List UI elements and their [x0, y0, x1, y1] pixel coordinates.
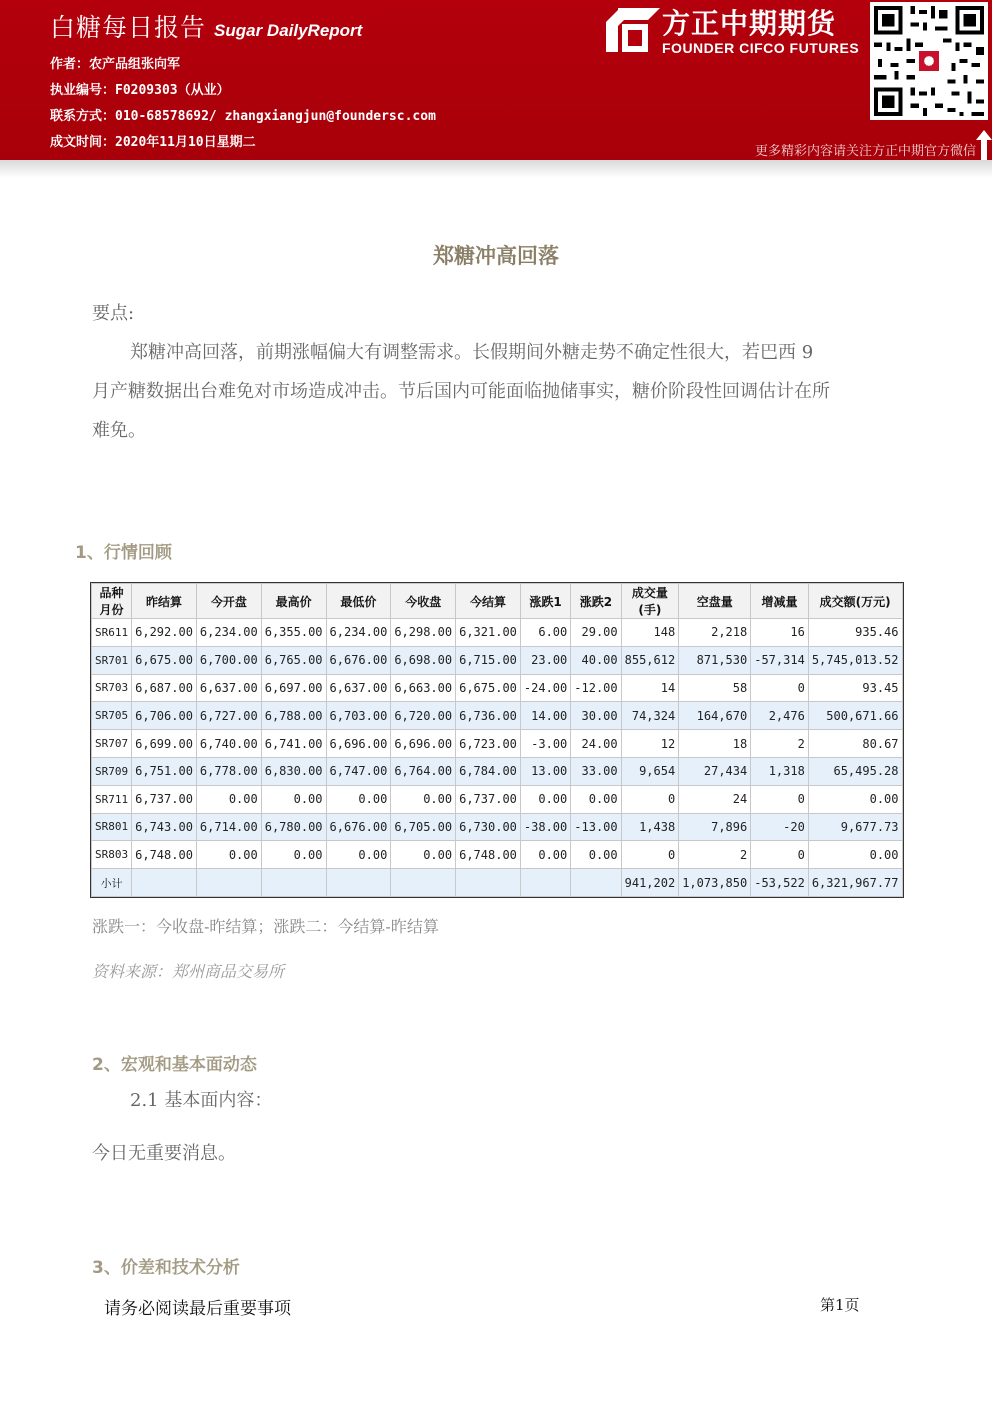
table-cell: 93.45 — [808, 674, 902, 702]
table-row — [92, 730, 903, 758]
table-cell: 6,700.00 — [196, 646, 261, 674]
brand-name-cn: 方正中期期货 — [662, 7, 837, 40]
table-cell: 0.00 — [520, 785, 570, 813]
table-cell: 6,321,967.77 — [808, 869, 902, 897]
table-cell: 6,748.00 — [132, 841, 197, 869]
table-cell: -38.00 — [520, 813, 570, 841]
table-cell: 5,745,013.52 — [808, 646, 902, 674]
table-cell: 1,073,850 — [679, 869, 751, 897]
table-cell: 6,687.00 — [132, 674, 197, 702]
summary-line-1: 郑糖冲高回落，前期涨幅偏大有调整需求。长假期间外糖走势不确定性很大，若巴西 9 — [130, 342, 814, 363]
table-cell: 6,321.00 — [456, 619, 521, 647]
table-cell: 6,740.00 — [196, 730, 261, 758]
key-points-label: 要点: — [92, 303, 135, 324]
table-cell: 2,218 — [679, 619, 751, 647]
table-cell: 6,637.00 — [196, 674, 261, 702]
table-cell: 6,737.00 — [132, 785, 197, 813]
up-arrow-icon — [976, 130, 992, 160]
table-cell: 6,234.00 — [196, 619, 261, 647]
column-header: 成交量(手) — [621, 584, 679, 619]
table-cell: 6,748.00 — [456, 841, 521, 869]
table-cell: 6,705.00 — [391, 813, 456, 841]
author-line: 作者：农产品组张向军 — [50, 57, 181, 72]
table-cell: 6,697.00 — [261, 674, 326, 702]
table-cell: 16 — [751, 619, 809, 647]
table-cell: 6,751.00 — [132, 757, 197, 785]
table-cell: 6,292.00 — [132, 619, 197, 647]
table-cell: 6,675.00 — [456, 674, 521, 702]
subsection-fundamentals: 2.1 基本面内容： — [130, 1090, 273, 1111]
table-cell: 6,764.00 — [391, 757, 456, 785]
table-cell: 13.00 — [520, 757, 570, 785]
table-cell: 0.00 — [326, 841, 391, 869]
table-cell: 6,727.00 — [196, 702, 261, 730]
table-cell — [456, 869, 521, 897]
table-cell: 6,780.00 — [261, 813, 326, 841]
footer-disclaimer: 请务必阅读最后重要事项 — [104, 1299, 291, 1319]
column-header: 成交额(万元) — [808, 584, 902, 619]
brand-name-en: FOUNDER CIFCO FUTURES — [662, 40, 860, 56]
table-cell: 6,737.00 — [456, 785, 521, 813]
table-cell: 6,730.00 — [456, 813, 521, 841]
table-cell: 6,778.00 — [196, 757, 261, 785]
table-cell: 0.00 — [261, 841, 326, 869]
contract-cell: SR701 — [92, 646, 132, 674]
section-heading-macro: 2、宏观和基本面动态 — [92, 1055, 257, 1075]
table-cell: 6,743.00 — [132, 813, 197, 841]
contract-cell: SR709 — [92, 757, 132, 785]
table-row — [92, 646, 903, 674]
table-row — [92, 702, 903, 730]
table-cell: 9,677.73 — [808, 813, 902, 841]
summary-line-2: 月产糖数据出台难免对市场造成冲击。节后国内可能面临抛储事实，糖价阶段性回调估计在所 — [92, 381, 830, 402]
table-cell: -3.00 — [520, 730, 570, 758]
section-heading-spread-analysis: 3、价差和技术分析 — [92, 1258, 240, 1278]
column-header: 空盘量 — [679, 584, 751, 619]
report-title-row — [50, 8, 362, 44]
table-cell: 6,675.00 — [132, 646, 197, 674]
table-cell: -24.00 — [520, 674, 570, 702]
table-cell: 6,676.00 — [326, 646, 391, 674]
table-cell: 935.46 — [808, 619, 902, 647]
table-cell: 6.00 — [520, 619, 570, 647]
table-subtotal-row — [92, 869, 903, 897]
table-cell: 6,830.00 — [261, 757, 326, 785]
summary-line-3: 难免。 — [92, 420, 146, 441]
column-header: 今收盘 — [391, 584, 456, 619]
contract-cell: SR703 — [92, 674, 132, 702]
table-cell: 6,741.00 — [261, 730, 326, 758]
table-cell: 65,495.28 — [808, 757, 902, 785]
date-line: 成文时间：2020年11月10日星期二 — [50, 135, 256, 150]
table-cell: 2 — [679, 841, 751, 869]
table-cell: 1,438 — [621, 813, 679, 841]
table-cell: 941,202 — [621, 869, 679, 897]
table-cell: 0.00 — [520, 841, 570, 869]
table-cell: 24 — [679, 785, 751, 813]
report-header-banner — [0, 0, 992, 160]
table-cell: 14 — [621, 674, 679, 702]
table-cell: 6,698.00 — [391, 646, 456, 674]
table-cell: 6,784.00 — [456, 757, 521, 785]
table-cell: 74,324 — [621, 702, 679, 730]
table-row — [92, 619, 903, 647]
change-definition-note: 涨跌一：今收盘-昨结算；涨跌二：今结算-昨结算 — [92, 917, 439, 936]
table-cell — [132, 869, 197, 897]
table-cell: 14.00 — [520, 702, 570, 730]
table-body — [92, 619, 903, 897]
table-cell: 855,612 — [621, 646, 679, 674]
table-cell: 6,703.00 — [326, 702, 391, 730]
column-header: 涨跌1 — [520, 584, 570, 619]
table-cell: 0 — [621, 785, 679, 813]
header-shadow-bar — [0, 160, 992, 178]
follow-wechat-text: 更多精彩内容请关注方正中期官方微信 — [754, 144, 976, 159]
table-cell: 6,696.00 — [326, 730, 391, 758]
table-cell: -13.00 — [571, 813, 621, 841]
table-cell: 6,736.00 — [456, 702, 521, 730]
contract-cell: SR707 — [92, 730, 132, 758]
table-cell — [261, 869, 326, 897]
table-cell — [520, 869, 570, 897]
table-cell: 0 — [621, 841, 679, 869]
table-cell: 0.00 — [571, 841, 621, 869]
table-cell: 0.00 — [391, 785, 456, 813]
column-header: 今结算 — [456, 584, 521, 619]
table-cell: 0.00 — [196, 785, 261, 813]
page-number: 第1页 — [820, 1296, 860, 1314]
table-cell: 9,654 — [621, 757, 679, 785]
table-cell: 148 — [621, 619, 679, 647]
table-cell: 2 — [751, 730, 809, 758]
table-cell: 0.00 — [808, 785, 902, 813]
contract-cell: SR803 — [92, 841, 132, 869]
table-cell: -12.00 — [571, 674, 621, 702]
table-cell: 7,896 — [679, 813, 751, 841]
table-cell: 6,715.00 — [456, 646, 521, 674]
table-cell: 27,434 — [679, 757, 751, 785]
table-cell: 164,670 — [679, 702, 751, 730]
qr-code-icon — [870, 2, 988, 120]
table-cell: 30.00 — [571, 702, 621, 730]
table-cell: 0 — [751, 674, 809, 702]
table-row — [92, 841, 903, 869]
table-cell: 6,699.00 — [132, 730, 197, 758]
table-cell: 2,476 — [751, 702, 809, 730]
founder-logo-icon — [604, 6, 662, 54]
table-cell: 6,663.00 — [391, 674, 456, 702]
table-cell — [196, 869, 261, 897]
license-line: 执业编号：F0209303（从业） — [50, 83, 230, 98]
table-cell — [391, 869, 456, 897]
column-header: 最低价 — [326, 584, 391, 619]
table-cell: 6,355.00 — [261, 619, 326, 647]
table-cell: 0.00 — [391, 841, 456, 869]
table-cell: 0 — [751, 841, 809, 869]
contract-cell: SR705 — [92, 702, 132, 730]
table-cell: 6,637.00 — [326, 674, 391, 702]
fundamentals-content: 今日无重要消息。 — [92, 1143, 236, 1164]
table-cell: 1,318 — [751, 757, 809, 785]
table-cell: -53,522 — [751, 869, 809, 897]
table-cell: 12 — [621, 730, 679, 758]
report-title-en: Sugar DailyReport — [214, 21, 363, 40]
table-row — [92, 757, 903, 785]
contract-cell: SR711 — [92, 785, 132, 813]
table-cell: -20 — [751, 813, 809, 841]
column-header: 品种月份 — [92, 584, 132, 619]
table-cell: 500,671.66 — [808, 702, 902, 730]
table-cell: 23.00 — [520, 646, 570, 674]
table-cell: 0.00 — [196, 841, 261, 869]
table-cell: 58 — [679, 674, 751, 702]
column-header: 增减量 — [751, 584, 809, 619]
table-cell: 6,676.00 — [326, 813, 391, 841]
column-header: 最高价 — [261, 584, 326, 619]
table-cell: 6,723.00 — [456, 730, 521, 758]
table-cell: 80.67 — [808, 730, 902, 758]
table-cell: 6,714.00 — [196, 813, 261, 841]
table-cell: 6,720.00 — [391, 702, 456, 730]
table-cell: 6,788.00 — [261, 702, 326, 730]
column-header: 今开盘 — [196, 584, 261, 619]
table-cell — [326, 869, 391, 897]
table-cell — [571, 869, 621, 897]
table-row — [92, 813, 903, 841]
data-source: 资料来源：郑州商品交易所 — [92, 962, 285, 981]
table-cell: 24.00 — [571, 730, 621, 758]
report-title-cn: 白糖每日报告 — [50, 13, 207, 42]
section-heading-market-review: 1、行情回顾 — [75, 543, 172, 563]
table-cell: 871,530 — [679, 646, 751, 674]
table-cell: 33.00 — [571, 757, 621, 785]
table-cell: 0.00 — [261, 785, 326, 813]
quotes-table — [91, 583, 903, 897]
table-cell: 0.00 — [808, 841, 902, 869]
table-header-row — [92, 584, 903, 619]
table-cell: 0 — [751, 785, 809, 813]
contact-line: 联系方式：010-68578692/ zhangxiangjun@foundersc.com — [50, 109, 436, 124]
contract-cell: SR801 — [92, 813, 132, 841]
table-cell: 6,298.00 — [391, 619, 456, 647]
table-cell: 18 — [679, 730, 751, 758]
table-cell: 6,234.00 — [326, 619, 391, 647]
table-cell: -57,314 — [751, 646, 809, 674]
table-row — [92, 674, 903, 702]
table-cell: 6,706.00 — [132, 702, 197, 730]
table-cell: 40.00 — [571, 646, 621, 674]
contract-cell: 小计 — [92, 869, 132, 897]
column-header: 涨跌2 — [571, 584, 621, 619]
document-title: 郑糖冲高回落 — [433, 244, 559, 268]
table-cell: 6,747.00 — [326, 757, 391, 785]
table-row — [92, 785, 903, 813]
table-cell: 29.00 — [571, 619, 621, 647]
table-cell: 6,765.00 — [261, 646, 326, 674]
table-cell: 0.00 — [326, 785, 391, 813]
column-header: 昨结算 — [132, 584, 197, 619]
table-cell: 6,696.00 — [391, 730, 456, 758]
contract-cell: SR611 — [92, 619, 132, 647]
table-cell: 0.00 — [571, 785, 621, 813]
